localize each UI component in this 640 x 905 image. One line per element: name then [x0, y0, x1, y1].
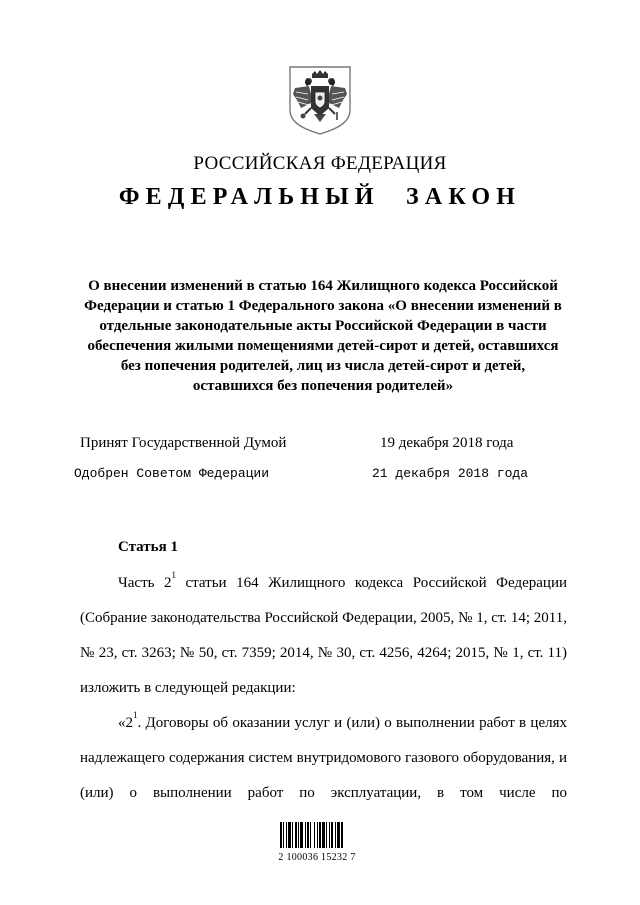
barcode-bar [283, 822, 284, 848]
barcode-bar [300, 822, 303, 848]
barcode-bar [292, 822, 293, 848]
barcode-bar [326, 822, 327, 848]
barcode-bar [341, 822, 343, 848]
document-type: ФЕДЕРАЛЬНЫЙ ЗАКОН [118, 184, 522, 210]
law-title-line: О внесении изменений в статью 164 Жилищного кодекса Российской [88, 278, 558, 294]
article-paragraph-1 [80, 566, 567, 706]
barcode-bar [314, 822, 315, 848]
law-title-line: обеспечения жилыми помещениями детей-сирот и детей, оставшихся [87, 338, 559, 354]
country-name: РОССИЙСКАЯ ФЕДЕРАЦИЯ [193, 153, 447, 174]
law-title-line: оставшихся без попечения родителей» [192, 378, 454, 394]
barcode-bar [298, 822, 299, 848]
adoption-council-label: Одобрен Советом Федерации [74, 466, 270, 481]
barcode-bar [286, 822, 287, 848]
law-title [78, 276, 568, 396]
barcode-bar [310, 822, 311, 848]
paragraph-text: статьи 164 Жилищного кодекса Российской Федерации (Собрание законодательства Российской Федерации, 2005, № 1, ст. 14; 2011, № 23, ст. 3263; № 50, ст. 7359; 2014, № 30, ст. 4256, 4264; 2015, № 1, ст. 11) изложить в следующей редакции: [80, 575, 567, 696]
paragraph-text: Часть 2 [118, 575, 172, 591]
article-heading: Статья 1 [118, 539, 178, 555]
paragraph-text: . Договоры об оказании услуг и (или) о выполнении работ в целях надлежащего содержания систем внутридомового газового оборудования, и (или) о выполнении работ по эксплуатации, в том числе по [80, 715, 567, 801]
barcode-bar [288, 822, 291, 848]
barcode-bar [322, 822, 325, 848]
barcode-bar [331, 822, 333, 848]
adoption-council-date: 21 декабря 2018 года [372, 466, 529, 481]
law-title-line: Федерации и статью 1 Федерального закона «О внесении изменений в [84, 298, 562, 314]
barcode-bar [335, 822, 336, 848]
law-title-line: без попечения родителей, лиц из числа детей-сирот и детей, [120, 358, 526, 374]
law-title-line: отдельные законодательные акты Российской Федерации в части [99, 318, 547, 334]
adoption-duma-label: Принят Государственной Думой [80, 435, 287, 451]
paragraph-text: «2 [118, 715, 133, 731]
barcode-icon [280, 822, 356, 848]
barcode-bar [305, 822, 306, 848]
barcode-bar [280, 822, 282, 848]
barcode-bar [319, 822, 321, 848]
coat-of-arms-icon [287, 64, 353, 136]
barcode-bar [295, 822, 297, 848]
barcode-bar [317, 822, 318, 848]
superscript: 1 [171, 570, 176, 580]
barcode-bar [337, 822, 340, 848]
adoption-duma-date: 19 декабря 2018 года [380, 435, 514, 451]
article-paragraph-2 [80, 706, 567, 811]
superscript: 1 [133, 710, 138, 720]
barcode-number: 2 100036 15232 7 [278, 852, 356, 863]
barcode-bar [329, 822, 330, 848]
barcode-bar [307, 822, 309, 848]
